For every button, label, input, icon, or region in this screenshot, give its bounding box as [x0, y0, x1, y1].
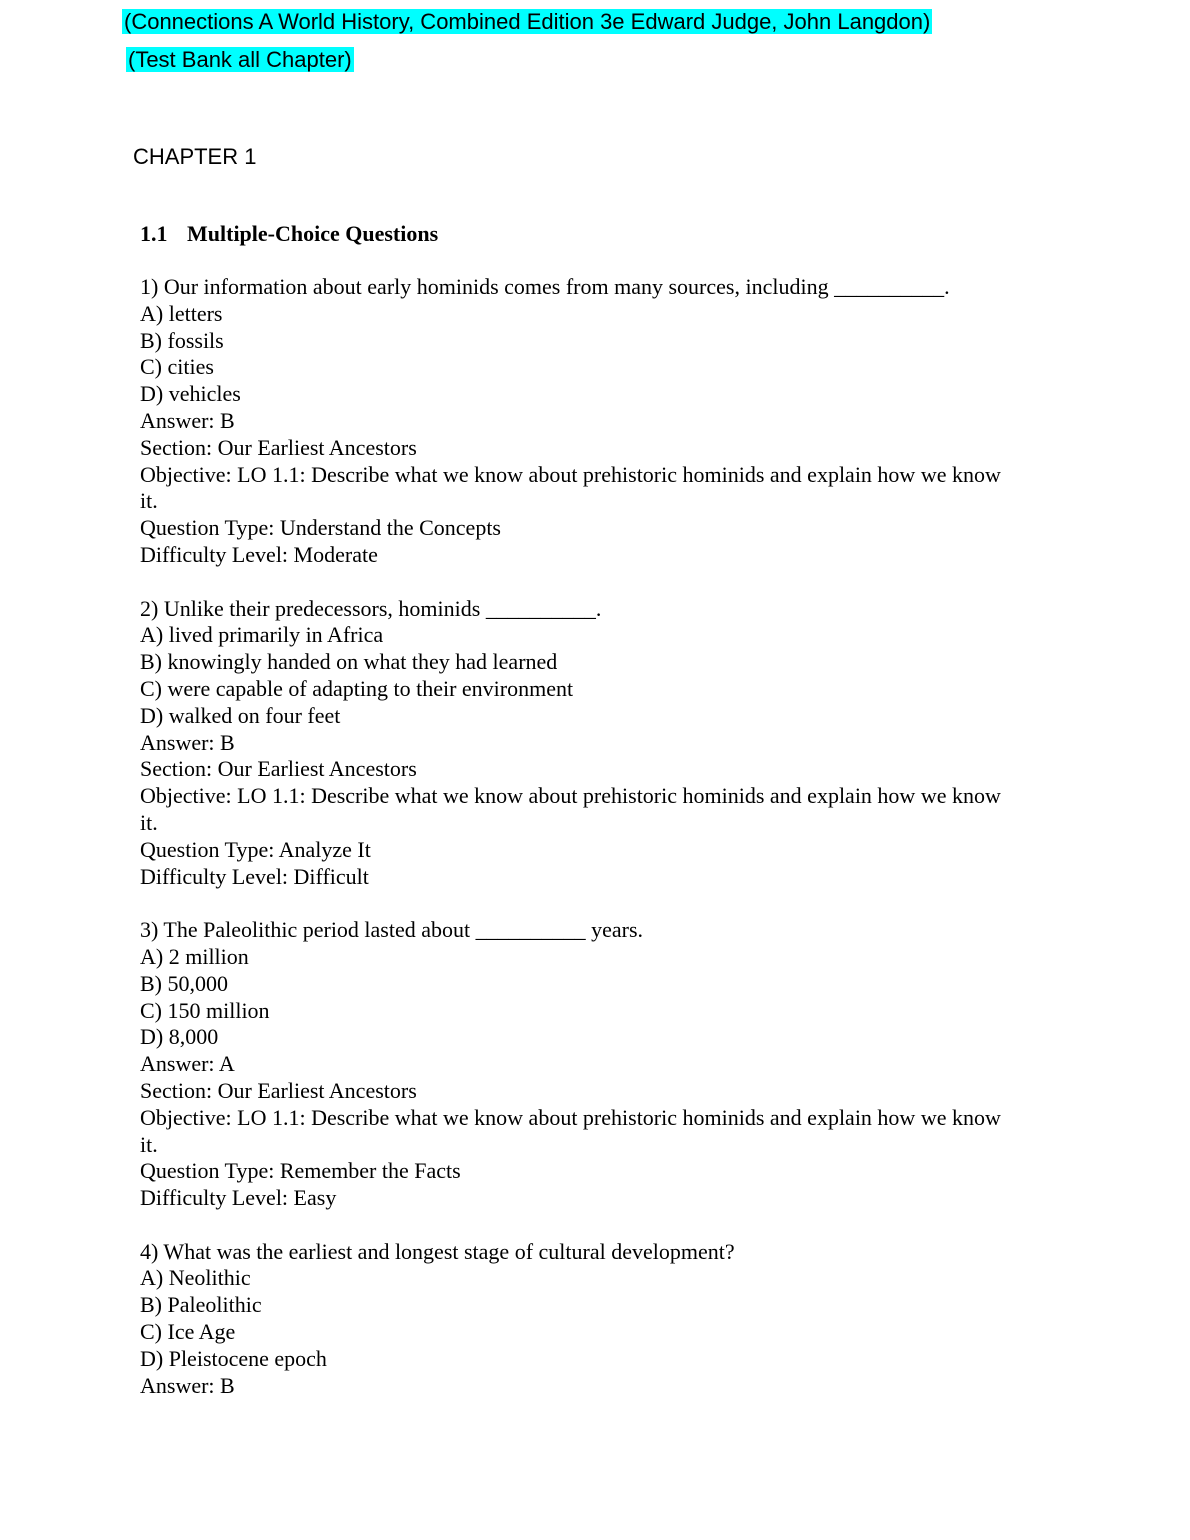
question-1	[140, 274, 1020, 569]
document-title-text-1: (Connections A World History, Combined Edition 3e Edward Judge, John Langdon)	[124, 9, 931, 34]
question-section: Section: Our Earliest Ancestors	[140, 434, 417, 460]
option-b: B) 50,000	[140, 970, 228, 996]
difficulty-level: Difficulty Level: Easy	[140, 1185, 337, 1211]
option-a: A) lived primarily in Africa	[140, 622, 384, 648]
section-title: Multiple-Choice Questions	[187, 221, 439, 246]
chapter-heading: CHAPTER 1	[133, 144, 257, 169]
document-title-line-1	[122, 8, 932, 36]
question-stem: 3) The Paleolithic period lasted about __________ years.	[140, 917, 644, 943]
objective: Objective: LO 1.1: Describe what we know about prehistoric hominids and explain how we know it.	[140, 461, 1001, 514]
option-a: A) 2 million	[140, 943, 249, 969]
objective: Objective: LO 1.1: Describe what we know about prehistoric hominids and explain how we know it.	[140, 1104, 1001, 1157]
question-stem: 4) What was the earliest and longest stage of cultural development?	[140, 1238, 735, 1264]
question-list	[140, 274, 1020, 1426]
option-a: A) letters	[140, 300, 223, 326]
answer: Answer: B	[140, 1372, 235, 1398]
option-a: A) Neolithic	[140, 1265, 251, 1291]
question-3	[140, 917, 1020, 1212]
question-stem: 2) Unlike their predecessors, hominids __________.	[140, 595, 602, 621]
answer: Answer: B	[140, 729, 235, 755]
option-d: D) walked on four feet	[140, 702, 341, 728]
option-c: C) Ice Age	[140, 1319, 236, 1345]
document-title-line-2	[126, 46, 354, 74]
section-number: 1.1	[140, 221, 168, 246]
option-b: B) fossils	[140, 327, 224, 353]
option-d: D) 8,000	[140, 1024, 219, 1050]
option-b: B) Paleolithic	[140, 1292, 262, 1318]
objective: Objective: LO 1.1: Describe what we know about prehistoric hominids and explain how we know it.	[140, 783, 1001, 835]
question-section: Section: Our Earliest Ancestors	[140, 1077, 417, 1103]
question-type: Question Type: Analyze It	[140, 836, 371, 862]
difficulty-level: Difficulty Level: Difficult	[140, 863, 369, 889]
option-c: C) 150 million	[140, 997, 270, 1023]
question-stem: 1) Our information about early hominids comes from many sources, including __________.	[140, 274, 950, 299]
answer: Answer: A	[140, 1051, 235, 1077]
option-b: B) knowingly handed on what they had learned	[140, 649, 558, 675]
option-c: C) were capable of adapting to their environment	[140, 675, 574, 701]
answer: Answer: B	[140, 407, 235, 433]
question-section: Section: Our Earliest Ancestors	[140, 756, 417, 782]
option-d: D) Pleistocene epoch	[140, 1345, 327, 1371]
document-title-text-2: (Test Bank all Chapter)	[128, 47, 352, 72]
option-c: C) cities	[140, 354, 214, 380]
question-type: Question Type: Understand the Concepts	[140, 515, 501, 541]
difficulty-level: Difficulty Level: Moderate	[140, 541, 378, 567]
section-heading	[140, 220, 438, 248]
question-2	[140, 596, 1020, 891]
option-d: D) vehicles	[140, 381, 241, 407]
question-4	[140, 1239, 1020, 1400]
question-type: Question Type: Remember the Facts	[140, 1158, 461, 1184]
